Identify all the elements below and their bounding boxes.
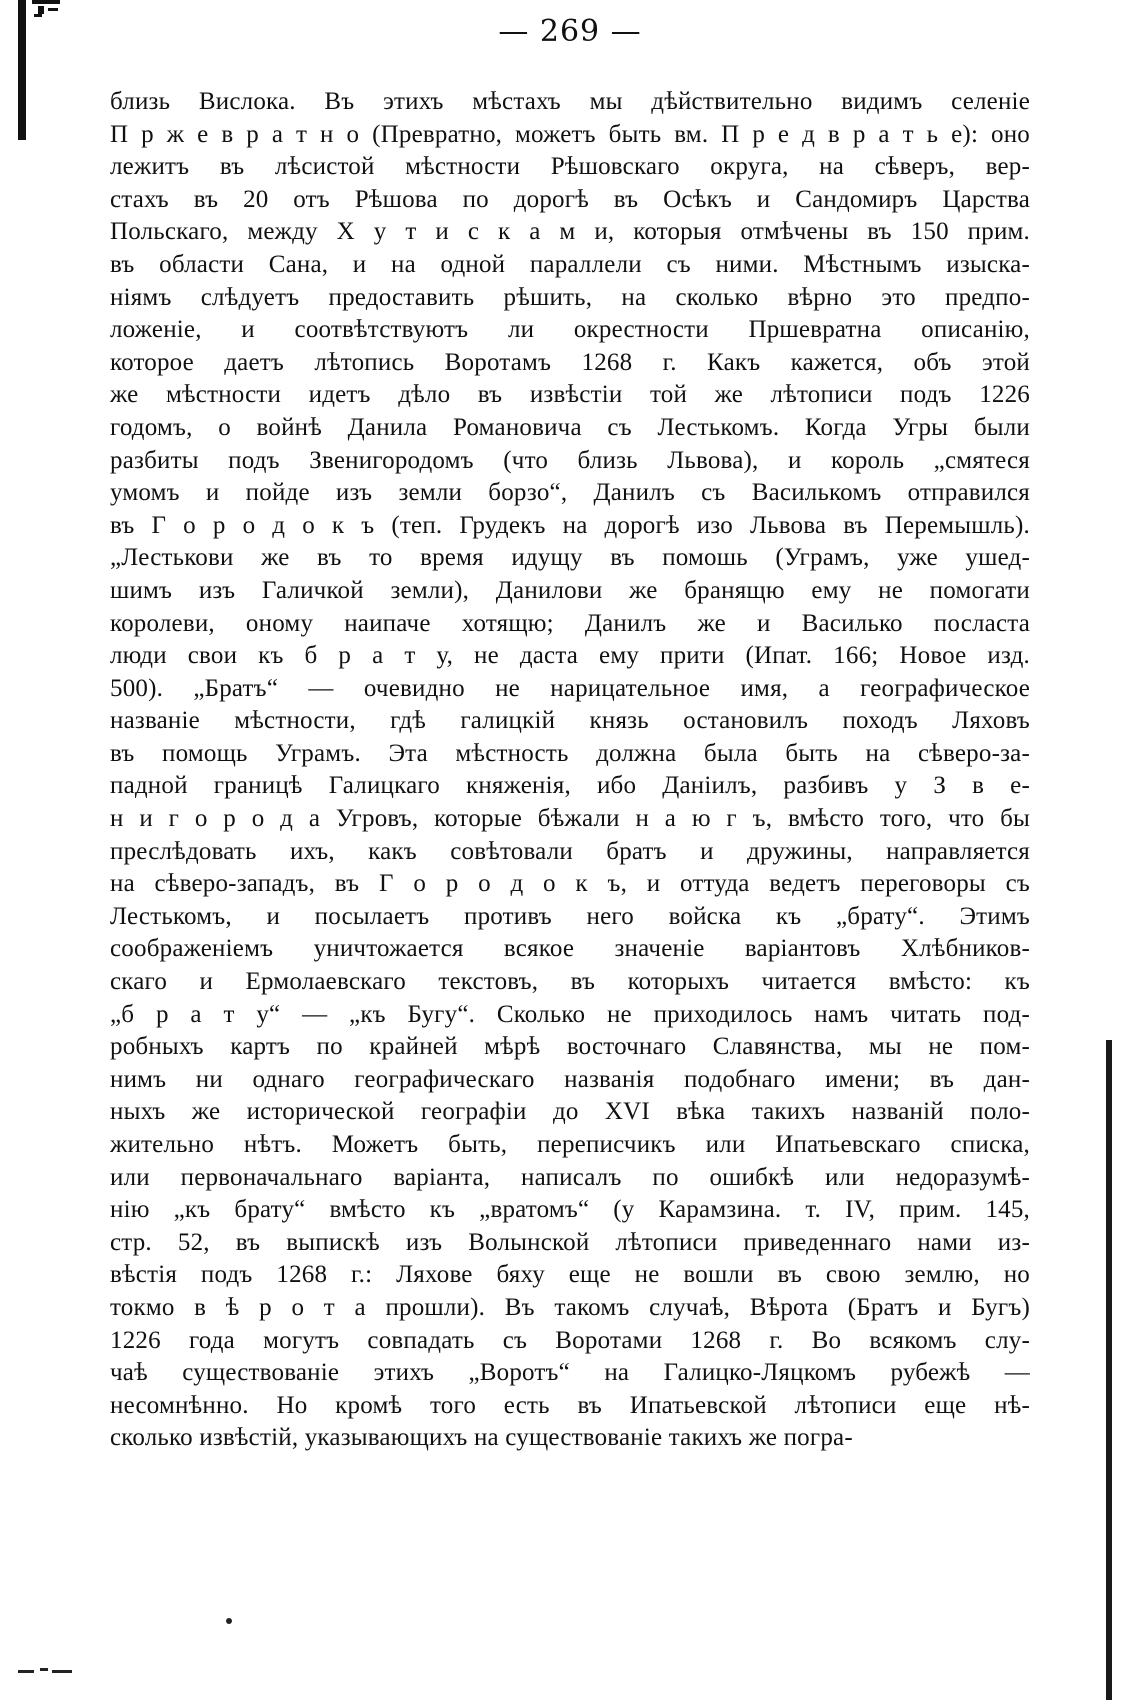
text-line: н и г о р о д а Угровъ, которые бѣжали н а ю г ъ, вмѣсто того, что бы <box>110 805 1030 833</box>
text-line: лежитъ въ лѣсистой мѣстности Рѣшовскаго округа, на сѣверъ, вер- <box>110 153 1030 181</box>
text-line: скаго и Ермолаевскаго текстовъ, въ которыхъ читается вмѣсто: къ <box>110 968 1030 996</box>
text-line: чаѣ существованіе этихъ „Воротъ“ на Галицко-Ляцкомъ рубежѣ — <box>110 1359 1030 1387</box>
text-line: соображеніемъ уничтожается всякое значеніе варіантовъ Хлѣбников- <box>110 935 1030 963</box>
text-line: 500). „Братъ“ — очевидно не нарицательное имя, а географическое <box>110 674 1030 702</box>
text-line: стахъ въ 20 отъ Рѣшова по дорогѣ въ Осѣкъ и Сандомиръ Царства <box>110 185 1030 213</box>
text-line: близь Вислока. Въ этихъ мѣстахъ мы дѣйствительно видимъ селеніе <box>110 88 1030 115</box>
text-line: въ помощь Уграмъ. Эта мѣстность должна была быть на сѣверо-за- <box>110 739 1030 767</box>
text-line: на сѣверо-западъ, въ Г о р о д о к ъ, и оттуда ведетъ переговоры съ <box>110 870 1030 898</box>
text-line: разбиты подъ Звенигородомъ (что близь Львова), и король „смятеся <box>110 446 1030 474</box>
text-line: падной границѣ Галицкаго княженія, ибо Даніилъ, разбивъ у З в е- <box>110 772 1030 800</box>
text-line: Лестькомъ, и посылаетъ противъ него войска къ „брату“. Этимъ <box>110 902 1030 930</box>
text-line: несомнѣнно. Но кромѣ того есть въ Ипатьевской лѣтописи еще нѣ- <box>110 1391 1030 1419</box>
text-line: которое даетъ лѣтопись Воротамъ 1268 г. Какъ кажется, объ этой <box>110 348 1030 376</box>
text-line: сколько извѣстій, указывающихъ на существованіе такихъ же погра- <box>110 1424 853 1452</box>
text-line: же мѣстности идетъ дѣло въ извѣстіи той же лѣтописи подъ 1226 <box>110 381 1030 409</box>
text-line: названіе мѣстности, гдѣ галицкій князь остановилъ походъ Ляховъ <box>110 707 1030 735</box>
text-line: токмо в ѣ р о т а прошли). Въ такомъ случаѣ, Вѣрота (Братъ и Бугъ) <box>110 1293 1030 1321</box>
text-line: королеви, оному наипаче хотящю; Данилъ же и Василько посласта <box>110 609 1030 637</box>
text-line: нію „къ брату“ вмѣсто къ „вратомъ“ (у Карамзина. т. IV, прим. 145, <box>110 1196 1030 1224</box>
ink-speck <box>226 1618 232 1624</box>
text-line: нимъ ни однаго географическаго названія подобнаго имени; въ дан- <box>110 1065 1030 1093</box>
page-number: — 269 — <box>498 14 642 49</box>
text-line: „б р а т у“ — „къ Бугу“. Сколько не приходилось намъ читать под- <box>110 1000 1030 1028</box>
right-edge-shadow <box>1106 1040 1112 1700</box>
text-line: „Лестькови же въ то время идущу въ помошь (Уграмъ, уже ушед- <box>110 544 1030 572</box>
body-text <box>110 86 1030 1455</box>
text-line: ныхъ же исторической географіи до XVI вѣка такихъ названій поло- <box>110 1098 1030 1126</box>
text-line: стр. 52, въ выпискѣ изъ Волынской лѣтописи приведеннаго нами из- <box>110 1228 1030 1256</box>
text-line: годомъ, о войнѣ Данила Романовича съ Лестькомъ. Когда Угры были <box>110 413 1030 441</box>
text-line: Польскаго, между Х у т и с к а м и, которыя отмѣчены въ 150 прим. <box>110 218 1030 246</box>
text-line: или первоначальнаго варіанта, написалъ по ошибкѣ или недоразумѣ- <box>110 1163 1030 1191</box>
text-line: робныхъ картъ по крайней мѣрѣ восточнаго Славянства, мы не пом- <box>110 1033 1030 1061</box>
text-line: люди свои къ б р а т у, не даста ему прити (Ипат. 166; Новое изд. <box>110 642 1030 670</box>
text-line: умомъ и пойде изъ земли борзо“, Данилъ съ Василькомъ отправился <box>110 479 1030 507</box>
text-line: ніямъ слѣдуетъ предоставить рѣшить, на сколько вѣрно это предпо- <box>110 283 1030 311</box>
text-line: П р ж е в р а т н о (Превратно, можетъ быть вм. П р е д в р а т ь е): оно <box>110 120 1030 148</box>
text-line: въ области Сана, и на одной параллели съ ними. Мѣстнымъ изыска- <box>110 250 1030 278</box>
text-line: ложеніе, и соотвѣтствуютъ ли окрестности Пршевратна описанію, <box>110 316 1030 344</box>
text-line: шимъ изъ Галичкой земли), Данилови же бранящю ему не помогати <box>110 576 1030 604</box>
text-line: вѣстія подъ 1268 г.: Ляхове бяху еще не вошли въ свою землю, но <box>110 1261 1030 1289</box>
text-line: преслѣдовать ихъ, какъ совѣтовали братъ и дружины, направляется <box>110 837 1030 865</box>
text-line: жительно нѣтъ. Можетъ быть, переписчикъ или Ипатьевскаго списка, <box>110 1131 1030 1158</box>
text-line: въ Г о р о д о к ъ (теп. Грудекъ на дорогѣ изо Львова въ Перемышль). <box>110 511 1030 539</box>
text-line: 1226 года могутъ совпадать съ Воротами 1268 г. Во всякомъ слу- <box>110 1326 1030 1354</box>
bottom-print-artifact <box>18 1668 78 1674</box>
